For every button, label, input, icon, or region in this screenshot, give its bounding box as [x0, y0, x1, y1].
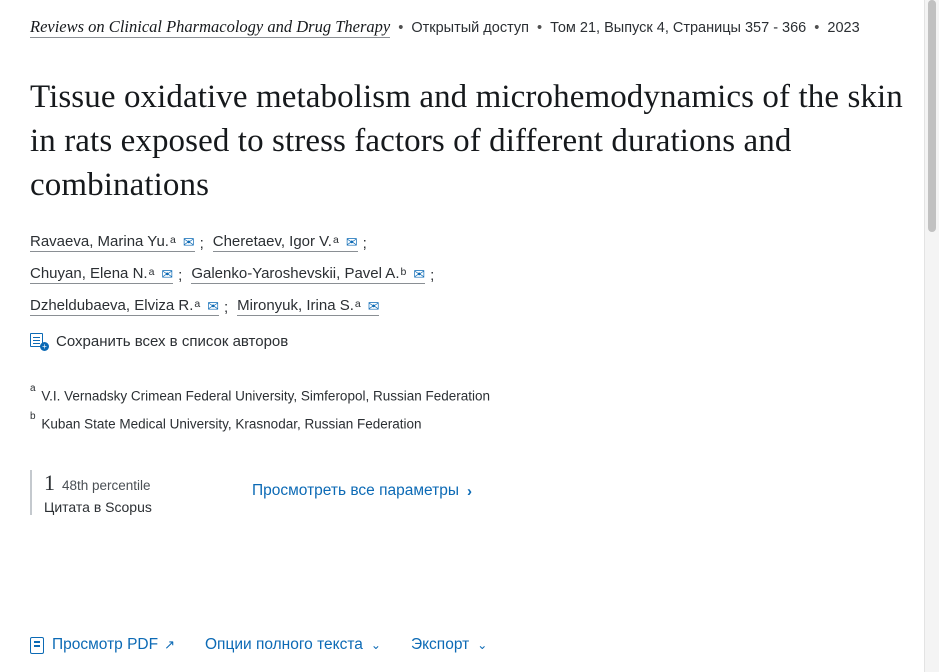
author-link[interactable] — [237, 297, 379, 316]
chevron-down-icon: ⌄ — [477, 638, 488, 652]
author-separator: ; — [224, 299, 229, 316]
affiliation-marker: a — [30, 383, 36, 394]
chevron-right-icon: › — [467, 482, 472, 500]
citation-metric — [30, 470, 204, 515]
view-pdf-label: Просмотр PDF — [52, 636, 159, 653]
separator-dot-3: • — [814, 20, 820, 36]
page-title: Tissue oxidative metabolism and microhemodynamics of the skin in rats exposed to stress factors of different durations and combinations — [30, 79, 903, 203]
affiliation-item — [30, 381, 911, 409]
envelope-icon[interactable]: ✉ — [367, 298, 380, 314]
author-row — [30, 233, 730, 252]
author-row — [30, 297, 730, 316]
author-name: Chuyan, Elena N. — [30, 265, 148, 282]
author-affiliation-marker: a — [169, 234, 176, 246]
author-row — [30, 265, 730, 284]
envelope-icon[interactable]: ✉ — [182, 234, 195, 250]
author-name: Dzheldubaeva, Elviza R. — [30, 297, 194, 314]
citation-metric-top — [44, 470, 204, 496]
author-link[interactable] — [30, 233, 195, 252]
author-name: Cheretaev, Igor V. — [212, 233, 332, 250]
author-link[interactable] — [213, 233, 358, 252]
save-all-authors-label: Сохранить всех в список авторов — [56, 332, 289, 350]
author-list — [30, 233, 730, 355]
metrics-section — [30, 470, 911, 515]
chevron-down-icon: ⌄ — [370, 638, 381, 652]
scrollbar-thumb[interactable] — [928, 0, 936, 232]
source-line — [30, 14, 911, 41]
publication-year: 2023 — [827, 20, 860, 36]
journal-name-link[interactable]: Reviews on Clinical Pharmacology and Drug Therapy — [30, 17, 391, 36]
author-affiliation-marker: a — [354, 298, 361, 310]
view-all-metrics-label: Просмотреть все параметры — [252, 482, 459, 499]
affiliation-text: V.I. Vernadsky Crimean Federal University, Simferopol, Russian Federation — [41, 388, 491, 404]
separator-dot-1: • — [398, 20, 404, 36]
author-separator: ; — [178, 267, 183, 284]
author-name: Mironyuk, Irina S. — [237, 297, 354, 314]
affiliation-item — [30, 409, 911, 437]
envelope-icon[interactable]: ✉ — [207, 298, 219, 314]
author-affiliation-marker: a — [148, 266, 155, 278]
author-separator: ; — [430, 267, 435, 284]
author-link[interactable] — [30, 297, 219, 316]
author-separator: ; — [362, 235, 367, 252]
affiliation-marker: b — [30, 410, 36, 422]
citation-count: 1 — [44, 470, 55, 495]
export-label: Экспорт — [410, 636, 470, 653]
full-text-options-label: Опции полного текста — [205, 636, 363, 653]
author-name: Galenko-Yaroshevskii, Pavel A. — [191, 265, 400, 282]
view-all-metrics-link[interactable] — [252, 482, 472, 500]
envelope-icon[interactable]: ✉ — [345, 234, 358, 250]
volume-issue-pages: Том 21, Выпуск 4, Страницы 357 - 366 — [550, 20, 807, 36]
author-separator: ; — [199, 235, 204, 252]
view-pdf-button[interactable] — [30, 636, 175, 654]
author-affiliation-marker: b — [400, 266, 407, 278]
pdf-icon — [30, 637, 44, 654]
export-button[interactable] — [411, 636, 487, 654]
envelope-icon[interactable]: ✉ — [413, 266, 426, 282]
separator-dot-2: • — [537, 20, 543, 36]
author-affiliation-marker: a — [194, 298, 201, 310]
citation-percentile: 48th percentile — [62, 478, 151, 493]
envelope-icon[interactable]: ✉ — [161, 266, 174, 282]
citation-caption: Цитата в Scopus — [44, 499, 152, 515]
save-all-authors-button[interactable] — [30, 332, 288, 350]
author-link[interactable] — [191, 265, 425, 284]
author-affiliation-marker: a — [332, 234, 339, 246]
vertical-scrollbar[interactable] — [924, 0, 939, 672]
author-name: Ravaeva, Marina Yu. — [30, 233, 169, 250]
affiliation-list — [30, 381, 911, 436]
full-text-options-button[interactable] — [205, 636, 381, 654]
save-to-list-icon: + — [30, 332, 48, 350]
affiliation-text: Kuban State Medical University, Krasnodar, Russian Federation — [41, 416, 422, 431]
author-link[interactable] — [30, 265, 173, 284]
external-link-icon: ↗ — [164, 637, 175, 652]
open-access-label: Открытый доступ — [411, 20, 529, 36]
action-bar — [30, 636, 487, 654]
